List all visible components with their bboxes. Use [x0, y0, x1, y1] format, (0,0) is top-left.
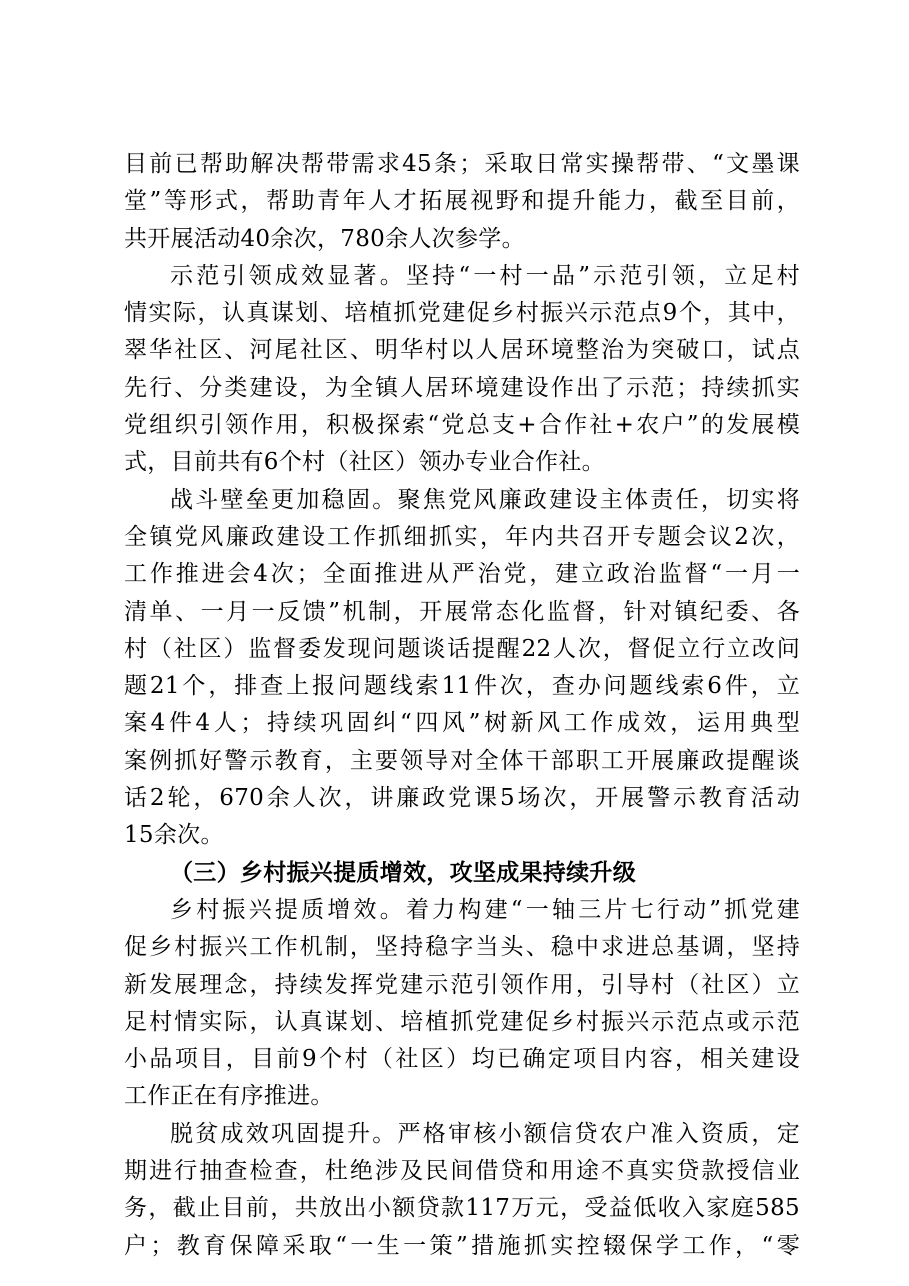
- text-line: 共开展活动40余次，780余人次参学。: [124, 225, 525, 252]
- text-line: 村（社区）监督委发现问题谈话提醒22人次，督促立行立改问: [124, 635, 800, 662]
- text-line: 党组织引领作用，积极探索“党总支+合作社+农户”的发展模: [124, 412, 800, 439]
- text-line: 堂”等形式，帮助青年人才拓展视野和提升能力，截至目前，: [124, 188, 800, 215]
- paragraph-start-line: 脱贫成效巩固提升。严格审核小额信贷农户准入资质，定: [170, 1120, 800, 1147]
- paragraph-start-line: 乡村振兴提质增效。着力构建“一轴三片七行动”抓党建: [170, 896, 800, 923]
- text-line: 案4件4人；持续巩固纠“四风”树新风工作成效，运用典型: [124, 710, 800, 737]
- text-line: 户；教育保障采取“一生一策”措施抓实控辍保学工作，“零: [124, 1232, 800, 1259]
- text-line: 清单、一月一反馈”机制，开展常态化监督，针对镇纪委、各: [124, 598, 800, 625]
- text-line: 小品项目，目前9个村（社区）均已确定项目内容，相关建设: [124, 1046, 800, 1073]
- text-line: 足村情实际，认真谋划、培植抓党建促乡村振兴示范点或示范: [124, 1008, 800, 1035]
- text-line: 话2轮，670余人次，讲廉政党课5场次，开展警示教育活动: [124, 785, 800, 812]
- text-line: 新发展理念，持续发挥党建示范引领作用，引导村（社区）立: [124, 971, 800, 998]
- document-body: [124, 146, 800, 1265]
- text-line: 案例抓好警示教育，主要领导对全体干部职工开展廉政提醒谈: [124, 747, 800, 774]
- text-line: 工作推进会4次；全面推进从严治党，建立政治监督“一月一: [124, 561, 800, 588]
- text-line: 情实际，认真谋划、培植抓党建促乡村振兴示范点9个，其中，: [124, 300, 800, 327]
- section-heading: （三）乡村振兴提质增效，攻坚成果持续升级: [170, 859, 636, 886]
- text-line: 工作正在有序推进。: [124, 1083, 334, 1110]
- text-line: 务，截止目前，共放出小额贷款117万元，受益低收入家庭585: [124, 1195, 800, 1222]
- text-line: 目前已帮助解决帮带需求45条；采取日常实操帮带、“文墨课: [124, 151, 800, 177]
- text-line: 式，目前共有6个村（社区）领办专业合作社。: [124, 449, 605, 476]
- text-line: 全镇党风廉政建设工作抓细抓实，年内共召开专题会议2次，: [124, 523, 800, 550]
- text-line: 翠华社区、河尾社区、明华村以人居环境整治为突破口，试点: [124, 337, 800, 364]
- paragraph-start-line: 示范引领成效显著。坚持“一村一品”示范引领，立足村: [170, 262, 800, 289]
- text-line: 15余次。: [124, 822, 224, 849]
- text-line: 促乡村振兴工作机制，坚持稳字当头、稳中求进总基调，坚持: [124, 934, 800, 961]
- text-line: 题21个，排查上报问题线索11件次，查办问题线索6件，立: [124, 673, 800, 700]
- paragraph-start-line: 战斗壁垒更加稳固。聚焦党风廉政建设主体责任，切实将: [170, 486, 800, 513]
- text-line: 先行、分类建设，为全镇人居环境建设作出了示范；持续抓实: [124, 374, 800, 401]
- text-line: 期进行抽查检查，杜绝涉及民间借贷和用途不真实贷款授信业: [124, 1158, 800, 1185]
